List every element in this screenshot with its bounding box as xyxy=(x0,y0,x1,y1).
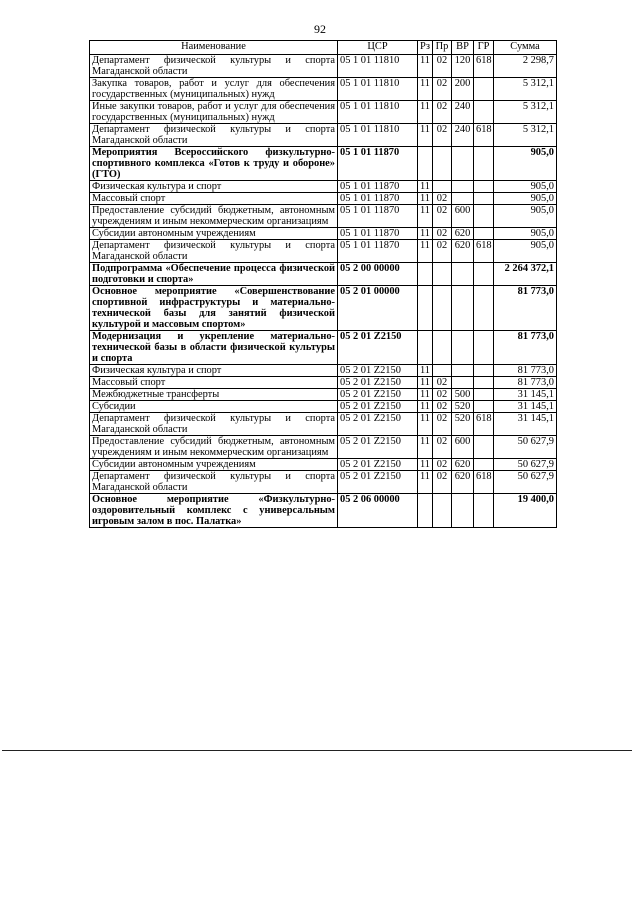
cell-gr xyxy=(474,181,494,193)
cell-vr: 240 xyxy=(452,124,474,147)
cell-pr xyxy=(433,181,452,193)
cell-pr: 02 xyxy=(433,228,452,240)
cell-pr: 02 xyxy=(433,205,452,228)
table-row xyxy=(90,413,557,436)
cell-name: Департамент физической культуры и спорта Магаданской области xyxy=(90,471,338,494)
cell-name: Департамент физической культуры и спорта Магаданской области xyxy=(90,124,338,147)
table-row xyxy=(90,147,557,181)
cell-vr xyxy=(452,263,474,286)
cell-vr: 200 xyxy=(452,78,474,101)
cell-rz xyxy=(418,331,433,365)
cell-pr: 02 xyxy=(433,459,452,471)
cell-pr: 02 xyxy=(433,401,452,413)
cell-vr xyxy=(452,365,474,377)
cell-name: Департамент физической культуры и спорта Магаданской области xyxy=(90,55,338,78)
cell-rz xyxy=(418,494,433,528)
cell-csr: 05 2 01 Z2150 xyxy=(338,365,418,377)
cell-vr: 500 xyxy=(452,389,474,401)
table-row xyxy=(90,193,557,205)
cell-pr: 02 xyxy=(433,377,452,389)
footer-divider xyxy=(2,750,632,751)
cell-rz: 11 xyxy=(418,78,433,101)
cell-rz: 11 xyxy=(418,365,433,377)
cell-csr: 05 1 01 11870 xyxy=(338,240,418,263)
cell-rz: 11 xyxy=(418,124,433,147)
cell-rz: 11 xyxy=(418,436,433,459)
cell-name: Департамент физической культуры и спорта Магаданской области xyxy=(90,240,338,263)
cell-pr: 02 xyxy=(433,55,452,78)
cell-csr: 05 1 01 11810 xyxy=(338,101,418,124)
cell-gr: 618 xyxy=(474,124,494,147)
cell-gr xyxy=(474,494,494,528)
table-row xyxy=(90,101,557,124)
cell-sum: 31 145,1 xyxy=(494,413,557,436)
cell-gr xyxy=(474,401,494,413)
cell-vr: 620 xyxy=(452,240,474,263)
cell-gr xyxy=(474,228,494,240)
header-name: Наименование xyxy=(90,41,338,55)
cell-gr xyxy=(474,286,494,331)
cell-gr xyxy=(474,459,494,471)
cell-pr: 02 xyxy=(433,240,452,263)
cell-name: Основное мероприятие «Физкультурно-оздоровительный комплекс с универсальным игровым залом в пос. Палатка» xyxy=(90,494,338,528)
cell-gr: 618 xyxy=(474,55,494,78)
cell-vr: 240 xyxy=(452,101,474,124)
header-gr: ГР xyxy=(474,41,494,55)
cell-rz: 11 xyxy=(418,205,433,228)
table-row xyxy=(90,401,557,413)
cell-sum: 905,0 xyxy=(494,228,557,240)
cell-csr: 05 2 01 Z2150 xyxy=(338,389,418,401)
cell-pr: 02 xyxy=(433,193,452,205)
cell-name: Массовый спорт xyxy=(90,377,338,389)
cell-sum: 905,0 xyxy=(494,205,557,228)
cell-gr xyxy=(474,193,494,205)
table-header-row xyxy=(90,41,557,55)
table-row xyxy=(90,471,557,494)
cell-name: Субсидии автономным учреждениям xyxy=(90,459,338,471)
cell-name: Физическая культура и спорт xyxy=(90,365,338,377)
cell-gr: 618 xyxy=(474,240,494,263)
cell-csr: 05 1 01 11870 xyxy=(338,193,418,205)
cell-sum: 50 627,9 xyxy=(494,459,557,471)
cell-name: Иные закупки товаров, работ и услуг для обеспечения государственных (муниципальных) нужд xyxy=(90,101,338,124)
cell-sum: 2 264 372,1 xyxy=(494,263,557,286)
table-row xyxy=(90,377,557,389)
cell-csr: 05 1 01 11870 xyxy=(338,205,418,228)
cell-vr xyxy=(452,494,474,528)
cell-rz: 11 xyxy=(418,471,433,494)
cell-rz: 11 xyxy=(418,55,433,78)
cell-vr xyxy=(452,193,474,205)
cell-csr: 05 1 01 11870 xyxy=(338,181,418,193)
cell-rz: 11 xyxy=(418,101,433,124)
cell-pr: 02 xyxy=(433,436,452,459)
cell-rz: 11 xyxy=(418,401,433,413)
cell-pr: 02 xyxy=(433,101,452,124)
cell-vr: 600 xyxy=(452,205,474,228)
cell-sum: 905,0 xyxy=(494,147,557,181)
cell-sum: 81 773,0 xyxy=(494,286,557,331)
cell-rz: 11 xyxy=(418,193,433,205)
cell-vr: 620 xyxy=(452,228,474,240)
cell-name: Подпрограмма «Обеспечение процесса физической подготовки и спорта» xyxy=(90,263,338,286)
cell-csr: 05 1 01 11810 xyxy=(338,78,418,101)
cell-vr: 520 xyxy=(452,401,474,413)
cell-rz: 11 xyxy=(418,181,433,193)
table-row xyxy=(90,263,557,286)
cell-csr: 05 2 01 Z2150 xyxy=(338,471,418,494)
cell-csr: 05 2 01 Z2150 xyxy=(338,413,418,436)
page-number: 92 xyxy=(314,22,326,36)
table-row xyxy=(90,205,557,228)
cell-vr: 600 xyxy=(452,436,474,459)
cell-pr: 02 xyxy=(433,389,452,401)
cell-pr: 02 xyxy=(433,78,452,101)
cell-pr xyxy=(433,331,452,365)
table-row xyxy=(90,494,557,528)
cell-csr: 05 1 01 11810 xyxy=(338,124,418,147)
table-row xyxy=(90,78,557,101)
cell-sum: 905,0 xyxy=(494,193,557,205)
cell-sum: 5 312,1 xyxy=(494,101,557,124)
cell-name: Закупка товаров, работ и услуг для обеспечения государственных (муниципальных) нужд xyxy=(90,78,338,101)
cell-pr: 02 xyxy=(433,413,452,436)
cell-gr xyxy=(474,331,494,365)
table-row xyxy=(90,181,557,193)
header-rz: Рз xyxy=(418,41,433,55)
cell-rz xyxy=(418,147,433,181)
cell-pr: 02 xyxy=(433,124,452,147)
cell-csr: 05 2 01 Z2150 xyxy=(338,459,418,471)
cell-csr: 05 2 00 00000 xyxy=(338,263,418,286)
table-row xyxy=(90,124,557,147)
cell-rz: 11 xyxy=(418,377,433,389)
cell-rz: 11 xyxy=(418,459,433,471)
cell-vr xyxy=(452,377,474,389)
cell-sum: 19 400,0 xyxy=(494,494,557,528)
table-row xyxy=(90,240,557,263)
cell-csr: 05 2 01 Z2150 xyxy=(338,401,418,413)
cell-sum: 2 298,7 xyxy=(494,55,557,78)
cell-rz: 11 xyxy=(418,389,433,401)
cell-rz xyxy=(418,286,433,331)
cell-gr xyxy=(474,147,494,181)
cell-vr: 520 xyxy=(452,413,474,436)
cell-vr xyxy=(452,147,474,181)
cell-name: Предоставление субсидий бюджетным, автономным учреждениям и иным некоммерческим организациям xyxy=(90,436,338,459)
cell-vr: 120 xyxy=(452,55,474,78)
cell-vr xyxy=(452,286,474,331)
cell-sum: 905,0 xyxy=(494,240,557,263)
table-row xyxy=(90,228,557,240)
cell-vr xyxy=(452,331,474,365)
cell-sum: 31 145,1 xyxy=(494,401,557,413)
table-row xyxy=(90,365,557,377)
cell-gr: 618 xyxy=(474,413,494,436)
cell-name: Предоставление субсидий бюджетным, автономным учреждениям и иным некоммерческим организациям xyxy=(90,205,338,228)
cell-rz: 11 xyxy=(418,413,433,436)
cell-name: Субсидии автономным учреждениям xyxy=(90,228,338,240)
table-row xyxy=(90,459,557,471)
budget-table xyxy=(89,40,557,528)
cell-sum: 81 773,0 xyxy=(494,377,557,389)
cell-name: Массовый спорт xyxy=(90,193,338,205)
cell-vr: 620 xyxy=(452,471,474,494)
cell-sum: 81 773,0 xyxy=(494,331,557,365)
cell-gr xyxy=(474,205,494,228)
header-csr: ЦСР xyxy=(338,41,418,55)
cell-sum: 50 627,9 xyxy=(494,436,557,459)
header-sum: Сумма xyxy=(494,41,557,55)
table-row xyxy=(90,331,557,365)
cell-gr xyxy=(474,263,494,286)
cell-csr: 05 2 01 Z2150 xyxy=(338,436,418,459)
cell-rz: 11 xyxy=(418,228,433,240)
header-pr: Пр xyxy=(433,41,452,55)
cell-csr: 05 2 01 00000 xyxy=(338,286,418,331)
cell-sum: 31 145,1 xyxy=(494,389,557,401)
cell-name: Департамент физической культуры и спорта Магаданской области xyxy=(90,413,338,436)
cell-gr xyxy=(474,436,494,459)
table-row xyxy=(90,55,557,78)
cell-gr xyxy=(474,101,494,124)
cell-name: Модернизация и укрепление материально-технической базы в области физической культуры и спорта xyxy=(90,331,338,365)
cell-pr xyxy=(433,147,452,181)
table-row xyxy=(90,389,557,401)
cell-name: Мероприятия Всероссийского физкультурно-спортивного комплекса «Готов к труду и обороне» (ГТО) xyxy=(90,147,338,181)
cell-rz xyxy=(418,263,433,286)
cell-gr: 618 xyxy=(474,471,494,494)
cell-sum: 50 627,9 xyxy=(494,471,557,494)
cell-gr xyxy=(474,78,494,101)
cell-sum: 905,0 xyxy=(494,181,557,193)
cell-csr: 05 1 01 11870 xyxy=(338,228,418,240)
header-vr: ВР xyxy=(452,41,474,55)
cell-csr: 05 2 01 Z2150 xyxy=(338,331,418,365)
cell-rz: 11 xyxy=(418,240,433,263)
cell-csr: 05 1 01 11810 xyxy=(338,55,418,78)
cell-name: Физическая культура и спорт xyxy=(90,181,338,193)
cell-csr: 05 2 01 Z2150 xyxy=(338,377,418,389)
cell-sum: 5 312,1 xyxy=(494,78,557,101)
cell-sum: 5 312,1 xyxy=(494,124,557,147)
cell-pr: 02 xyxy=(433,471,452,494)
cell-name: Основное мероприятие «Совершенствование спортивной инфраструктуры и материально-технической базы для занятий физической культурой и массовым спортом» xyxy=(90,286,338,331)
cell-csr: 05 1 01 11870 xyxy=(338,147,418,181)
cell-vr xyxy=(452,181,474,193)
cell-pr xyxy=(433,286,452,331)
cell-csr: 05 2 06 00000 xyxy=(338,494,418,528)
cell-pr xyxy=(433,263,452,286)
cell-pr xyxy=(433,494,452,528)
table-row xyxy=(90,286,557,331)
cell-pr xyxy=(433,365,452,377)
table-row xyxy=(90,436,557,459)
cell-gr xyxy=(474,365,494,377)
cell-name: Субсидии xyxy=(90,401,338,413)
cell-name: Межбюджетные трансферты xyxy=(90,389,338,401)
cell-gr xyxy=(474,377,494,389)
cell-gr xyxy=(474,389,494,401)
cell-sum: 81 773,0 xyxy=(494,365,557,377)
cell-vr: 620 xyxy=(452,459,474,471)
